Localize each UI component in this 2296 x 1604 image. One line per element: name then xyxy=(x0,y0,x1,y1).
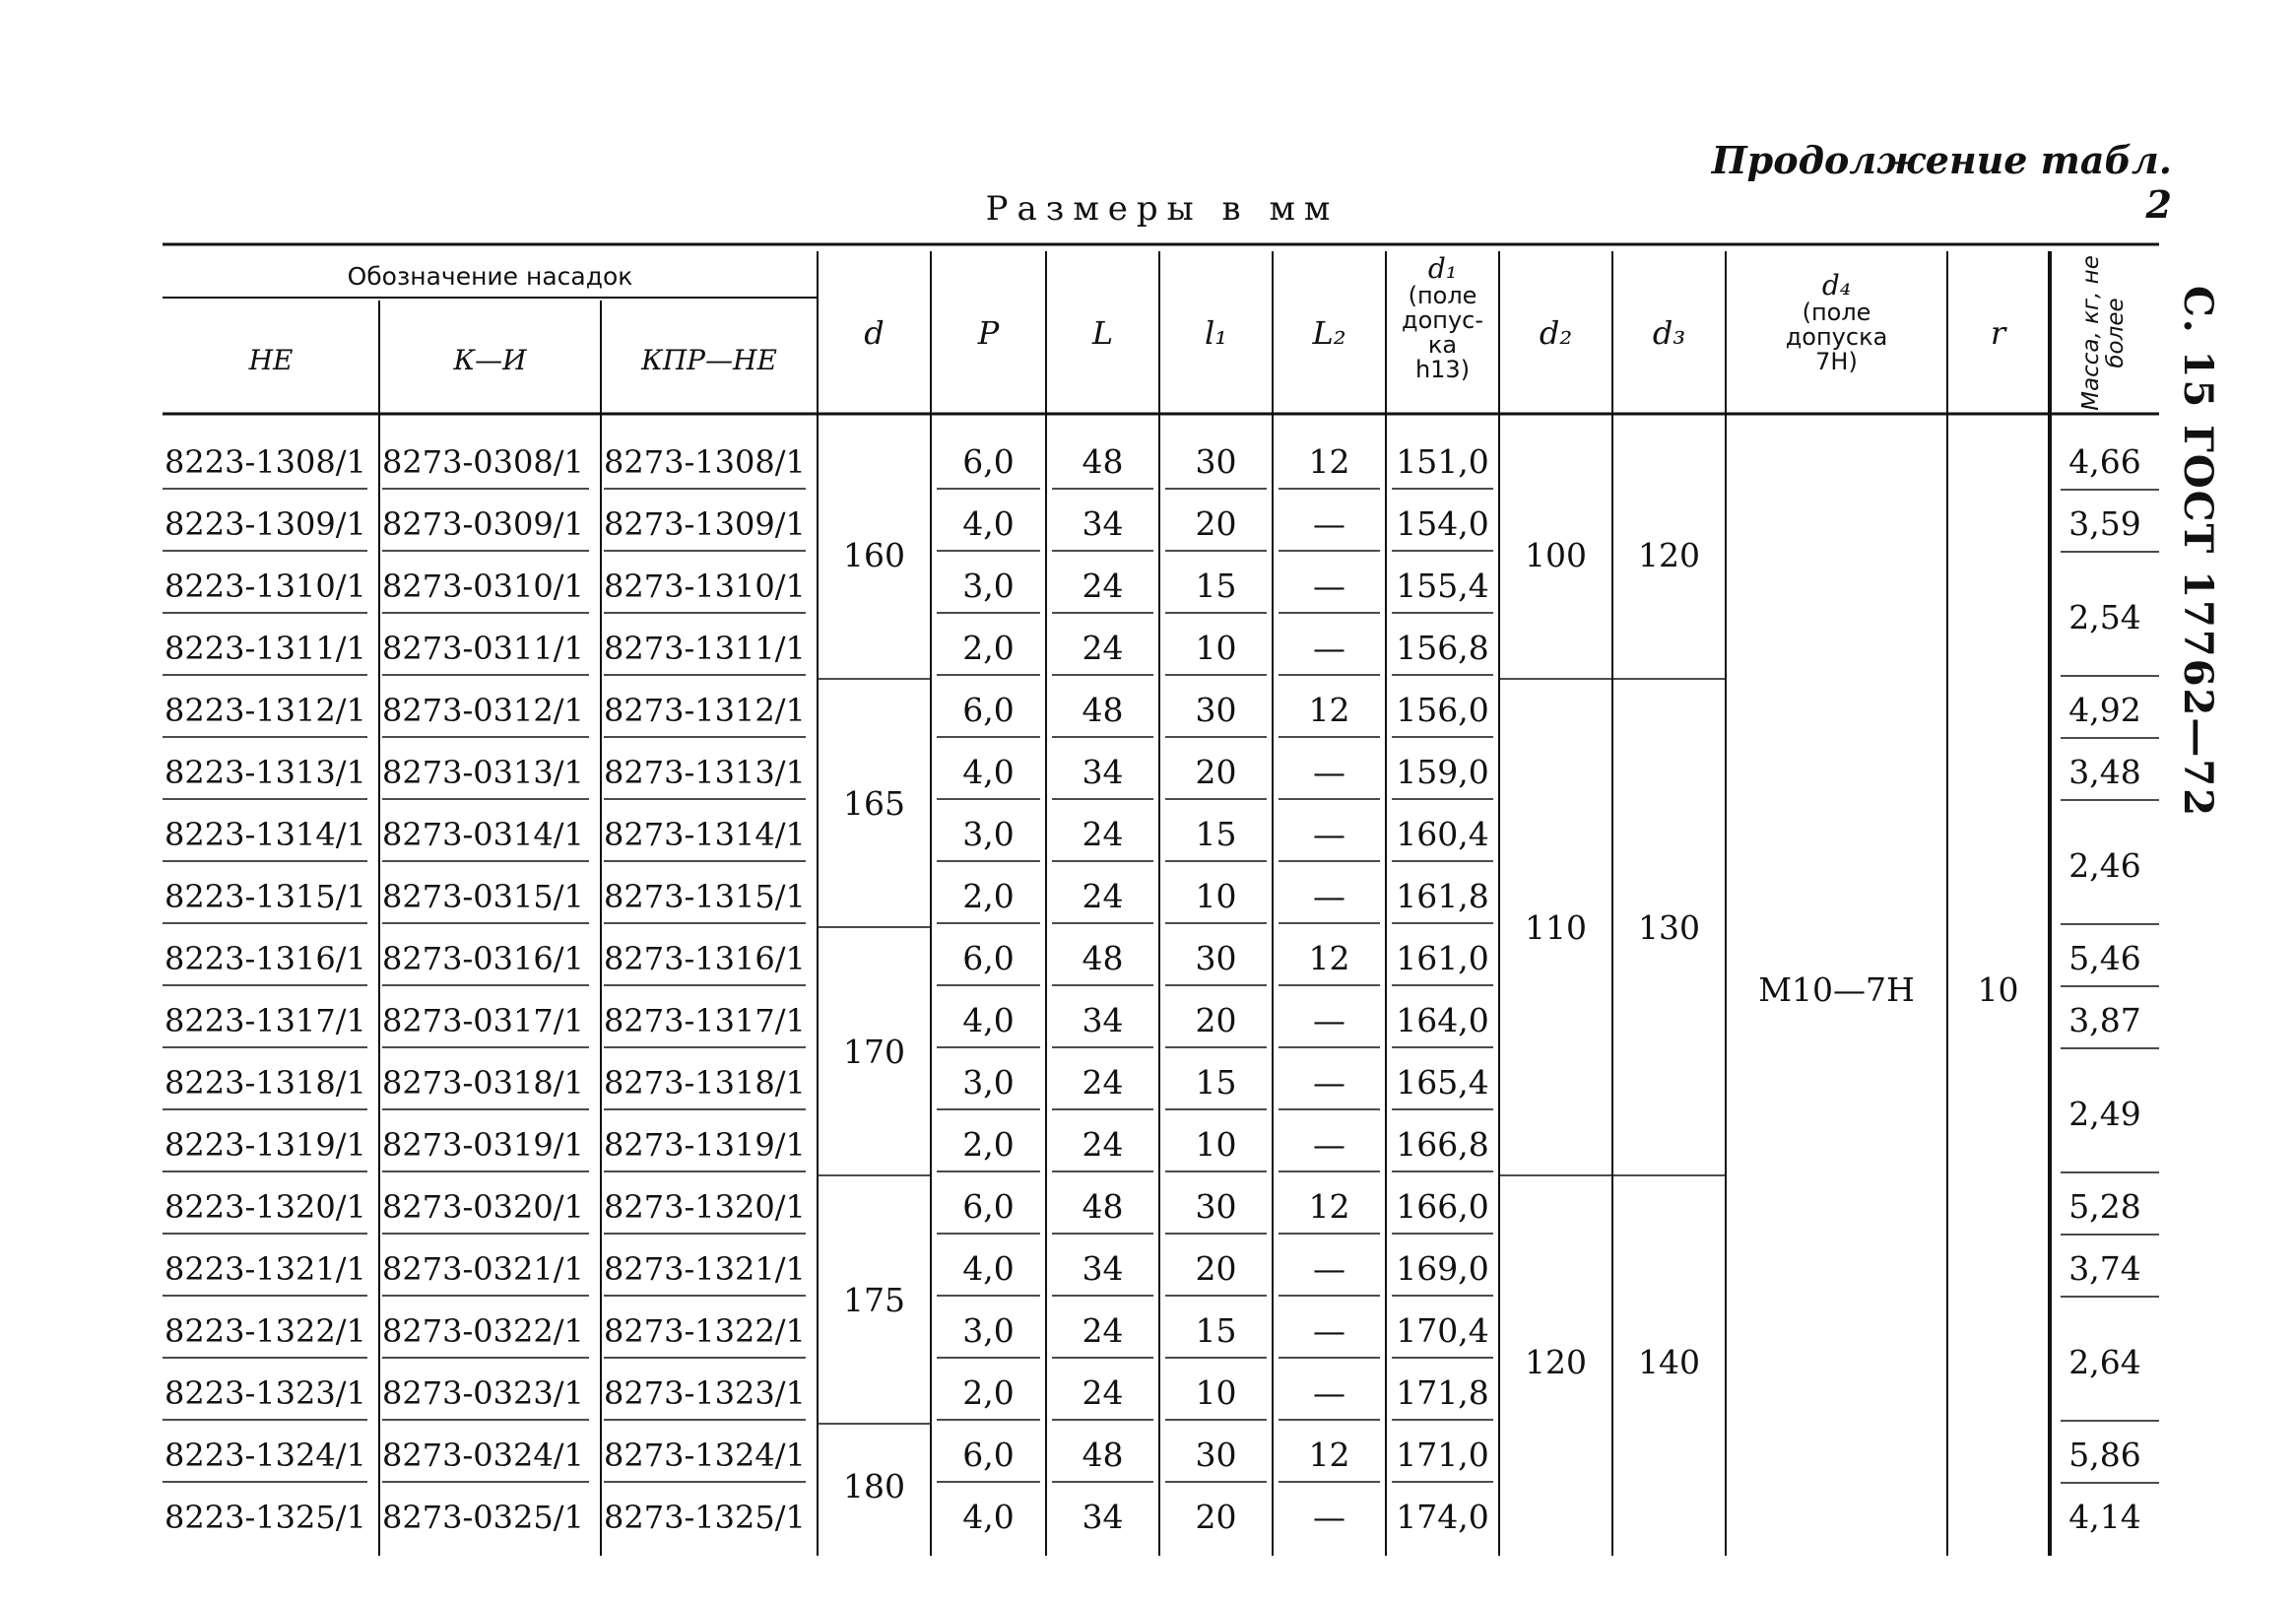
cell-p: 4,0 xyxy=(962,753,1015,791)
cell-kprne-code: 8273-1321/1 xyxy=(604,1249,806,1288)
header-d4-cell xyxy=(1726,271,1947,409)
header-d1-cell xyxy=(1386,254,1499,412)
cell-L2: 12 xyxy=(1308,1187,1350,1226)
cell-ne-code: 8223-1311/1 xyxy=(164,629,366,667)
cell-ki-code: 8273-0308/1 xyxy=(382,442,584,481)
cell-ne-code: 8223-1325/1 xyxy=(164,1498,366,1536)
cell-L: 24 xyxy=(1082,1311,1124,1350)
cell-kprne-code: 8273-1317/1 xyxy=(604,1001,806,1039)
cell-mass: 3,74 xyxy=(2068,1249,2141,1288)
cell-ne-code: 8223-1316/1 xyxy=(164,939,366,977)
cell-l1: 20 xyxy=(1195,1498,1237,1536)
cell-d1: 161,8 xyxy=(1396,877,1489,915)
cell-ki-code: 8273-0322/1 xyxy=(382,1311,584,1350)
cell-L: 24 xyxy=(1082,567,1124,605)
cell-L2: 12 xyxy=(1308,691,1350,729)
cell-ne-code: 8223-1308/1 xyxy=(164,442,366,481)
cell-d-group: 160 xyxy=(843,535,905,574)
cell-kprne-code: 8273-1320/1 xyxy=(604,1187,806,1226)
header-mass-cell xyxy=(2051,251,2159,414)
cell-l1: 15 xyxy=(1195,815,1237,853)
header-d: d xyxy=(864,313,885,352)
cell-ki-code: 8273-0325/1 xyxy=(382,1498,584,1536)
cell-p: 6,0 xyxy=(962,939,1015,977)
cell-L: 24 xyxy=(1082,1063,1124,1102)
cell-d3-group: 120 xyxy=(1638,535,1700,574)
cell-l1: 15 xyxy=(1195,567,1237,605)
continuation-label: Продолжение табл. 2 xyxy=(1711,138,2172,227)
cell-d1: 169,0 xyxy=(1396,1249,1489,1288)
cell-L2: — xyxy=(1313,629,1345,667)
cell-ki-code: 8273-0320/1 xyxy=(382,1187,584,1226)
cell-mass: 4,14 xyxy=(2068,1498,2141,1536)
cell-L: 24 xyxy=(1082,877,1124,915)
cell-ne-code: 8223-1318/1 xyxy=(164,1063,366,1102)
cell-kprne-code: 8273-1318/1 xyxy=(604,1063,806,1102)
cell-ne-code: 8223-1314/1 xyxy=(164,815,366,853)
cell-L: 24 xyxy=(1082,1125,1124,1164)
cell-kprne-code: 8273-1322/1 xyxy=(604,1311,806,1350)
cell-mass: 2,46 xyxy=(2068,845,2141,885)
cell-kprne-code: 8273-1314/1 xyxy=(604,815,806,853)
cell-p: 2,0 xyxy=(962,1373,1015,1412)
cell-d2-group: 110 xyxy=(1525,907,1587,947)
header-d1-note: (поле допус- ка h13) xyxy=(1401,282,1484,383)
cell-L: 34 xyxy=(1082,1249,1124,1288)
cell-ki-code: 8273-0316/1 xyxy=(382,939,584,977)
header-ki: К—И xyxy=(453,343,527,376)
header-d3: d₃ xyxy=(1652,313,1686,352)
cell-d1: 155,4 xyxy=(1396,567,1489,605)
cell-mass: 2,49 xyxy=(2068,1094,2141,1133)
cell-d1: 166,0 xyxy=(1396,1187,1489,1226)
cell-kprne-code: 8273-1319/1 xyxy=(604,1125,806,1164)
cell-mass: 4,92 xyxy=(2068,691,2141,729)
cell-ki-code: 8273-0311/1 xyxy=(382,629,584,667)
cell-L: 24 xyxy=(1082,1373,1124,1412)
cell-ne-code: 8223-1317/1 xyxy=(164,1001,366,1039)
cell-L2: 12 xyxy=(1308,442,1350,481)
cell-ne-code: 8223-1315/1 xyxy=(164,877,366,915)
cell-L: 48 xyxy=(1082,939,1124,977)
cell-L2: — xyxy=(1313,1373,1345,1412)
cell-d3-group: 130 xyxy=(1638,907,1700,947)
cell-L2: — xyxy=(1313,567,1345,605)
cell-p: 3,0 xyxy=(962,567,1015,605)
cell-l1: 30 xyxy=(1195,691,1237,729)
cell-L: 34 xyxy=(1082,1498,1124,1536)
table-caption: Размеры в мм xyxy=(985,189,1340,229)
cell-l1: 15 xyxy=(1195,1311,1237,1350)
cell-d3-group: 140 xyxy=(1638,1342,1700,1381)
cell-l1: 20 xyxy=(1195,504,1237,543)
cell-p: 3,0 xyxy=(962,1063,1015,1102)
cell-l1: 10 xyxy=(1195,1373,1237,1412)
cell-L2: 12 xyxy=(1308,1436,1350,1474)
cell-ki-code: 8273-0313/1 xyxy=(382,753,584,791)
cell-p: 3,0 xyxy=(962,815,1015,853)
cell-kprne-code: 8273-1315/1 xyxy=(604,877,806,915)
cell-r: 10 xyxy=(1977,969,2019,1009)
cell-p: 3,0 xyxy=(962,1311,1015,1350)
cell-L2: — xyxy=(1313,1311,1345,1350)
cell-l1: 10 xyxy=(1195,1125,1237,1164)
cell-ki-code: 8273-0323/1 xyxy=(382,1373,584,1412)
cell-d1: 171,8 xyxy=(1396,1373,1489,1412)
cell-L2: — xyxy=(1313,1001,1345,1039)
cell-p: 6,0 xyxy=(962,1187,1015,1226)
cell-ne-code: 8223-1319/1 xyxy=(164,1125,366,1164)
cell-L2: — xyxy=(1313,815,1345,853)
header-L2: L₂ xyxy=(1312,313,1346,352)
cell-d1: 166,8 xyxy=(1396,1125,1489,1164)
cell-L2: — xyxy=(1313,1063,1345,1102)
cell-kprne-code: 8273-1312/1 xyxy=(604,691,806,729)
cell-p: 6,0 xyxy=(962,691,1015,729)
header-group-designation: Обозначение насадок xyxy=(347,261,633,291)
cell-mass: 5,86 xyxy=(2068,1436,2141,1474)
cell-d4: M10—7H xyxy=(1758,969,1915,1009)
cell-ne-code: 8223-1322/1 xyxy=(164,1311,366,1350)
cell-L: 48 xyxy=(1082,442,1124,481)
header-kprne: КПР—НЕ xyxy=(641,343,777,376)
header-d1: d₁ xyxy=(1427,252,1458,285)
cell-p: 2,0 xyxy=(962,877,1015,915)
cell-ne-code: 8223-1321/1 xyxy=(164,1249,366,1288)
cell-kprne-code: 8273-1324/1 xyxy=(604,1436,806,1474)
cell-L: 34 xyxy=(1082,1001,1124,1039)
cell-ki-code: 8273-0324/1 xyxy=(382,1436,584,1474)
cell-l1: 10 xyxy=(1195,877,1237,915)
page-side-label: С. 15 ГОСТ 17762—72 xyxy=(2175,285,2221,819)
cell-l1: 20 xyxy=(1195,753,1237,791)
cell-L: 34 xyxy=(1082,504,1124,543)
cell-ki-code: 8273-0310/1 xyxy=(382,567,584,605)
cell-l1: 30 xyxy=(1195,1436,1237,1474)
cell-l1: 15 xyxy=(1195,1063,1237,1102)
header-d2: d₂ xyxy=(1539,313,1573,352)
cell-d1: 174,0 xyxy=(1396,1498,1489,1536)
cell-L: 24 xyxy=(1082,815,1124,853)
cell-ki-code: 8273-0309/1 xyxy=(382,504,584,543)
cell-L: 48 xyxy=(1082,1436,1124,1474)
cell-l1: 20 xyxy=(1195,1001,1237,1039)
cell-d1: 154,0 xyxy=(1396,504,1489,543)
cell-ne-code: 8223-1320/1 xyxy=(164,1187,366,1226)
cell-d1: 171,0 xyxy=(1396,1436,1489,1474)
cell-p: 6,0 xyxy=(962,442,1015,481)
cell-L2: 12 xyxy=(1308,939,1350,977)
cell-L2: — xyxy=(1313,1249,1345,1288)
cell-l1: 30 xyxy=(1195,1187,1237,1226)
cell-p: 4,0 xyxy=(962,1249,1015,1288)
header-r: r xyxy=(1990,313,2006,352)
cell-kprne-code: 8273-1313/1 xyxy=(604,753,806,791)
header-mass: Масса, кг, не более xyxy=(2078,255,2129,411)
cell-d-group: 180 xyxy=(843,1466,905,1505)
cell-ki-code: 8273-0321/1 xyxy=(382,1249,584,1288)
cell-mass: 3,87 xyxy=(2068,1001,2141,1039)
cell-d1: 151,0 xyxy=(1396,442,1489,481)
cell-mass: 2,54 xyxy=(2068,597,2141,636)
cell-d1: 161,0 xyxy=(1396,939,1489,977)
cell-p: 4,0 xyxy=(962,1001,1015,1039)
cell-kprne-code: 8273-1323/1 xyxy=(604,1373,806,1412)
cell-ne-code: 8223-1323/1 xyxy=(164,1373,366,1412)
cell-d-group: 175 xyxy=(843,1280,905,1319)
cell-d1: 156,0 xyxy=(1396,691,1489,729)
cell-mass: 5,28 xyxy=(2068,1187,2141,1226)
cell-p: 2,0 xyxy=(962,629,1015,667)
cell-kprne-code: 8273-1309/1 xyxy=(604,504,806,543)
cell-L2: — xyxy=(1313,1125,1345,1164)
cell-l1: 30 xyxy=(1195,939,1237,977)
header-L: L xyxy=(1091,313,1114,352)
cell-d1: 165,4 xyxy=(1396,1063,1489,1102)
cell-d1: 156,8 xyxy=(1396,629,1489,667)
cell-ki-code: 8273-0317/1 xyxy=(382,1001,584,1039)
cell-mass: 3,59 xyxy=(2068,504,2141,543)
cell-d2-group: 120 xyxy=(1525,1342,1587,1381)
cell-mass: 3,48 xyxy=(2068,753,2141,791)
cell-d-group: 170 xyxy=(843,1032,905,1071)
cell-L2: — xyxy=(1313,504,1345,543)
cell-ne-code: 8223-1312/1 xyxy=(164,691,366,729)
header-ne: НЕ xyxy=(248,343,294,376)
cell-kprne-code: 8273-1308/1 xyxy=(604,442,806,481)
cell-l1: 30 xyxy=(1195,442,1237,481)
cell-ki-code: 8273-0319/1 xyxy=(382,1125,584,1164)
cell-mass: 4,66 xyxy=(2068,442,2141,481)
cell-ki-code: 8273-0314/1 xyxy=(382,815,584,853)
cell-L: 48 xyxy=(1082,691,1124,729)
cell-kprne-code: 8273-1311/1 xyxy=(604,629,806,667)
cell-d1: 159,0 xyxy=(1396,753,1489,791)
cell-ne-code: 8223-1310/1 xyxy=(164,567,366,605)
cell-mass: 5,46 xyxy=(2068,939,2141,977)
cell-kprne-code: 8273-1316/1 xyxy=(604,939,806,977)
cell-d1: 170,4 xyxy=(1396,1311,1489,1350)
cell-L2: — xyxy=(1313,753,1345,791)
cell-d1: 160,4 xyxy=(1396,815,1489,853)
header-d4: d₄ xyxy=(1821,269,1852,301)
cell-d-group: 165 xyxy=(843,783,905,823)
cell-l1: 10 xyxy=(1195,629,1237,667)
cell-p: 4,0 xyxy=(962,504,1015,543)
cell-l1: 20 xyxy=(1195,1249,1237,1288)
cell-L: 24 xyxy=(1082,629,1124,667)
cell-p: 4,0 xyxy=(962,1498,1015,1536)
cell-p: 2,0 xyxy=(962,1125,1015,1164)
cell-L2: — xyxy=(1313,1498,1345,1536)
cell-ki-code: 8273-0318/1 xyxy=(382,1063,584,1102)
cell-p: 6,0 xyxy=(962,1436,1015,1474)
header-p: P xyxy=(977,313,1000,352)
cell-ne-code: 8223-1324/1 xyxy=(164,1436,366,1474)
cell-kprne-code: 8273-1325/1 xyxy=(604,1498,806,1536)
cell-kprne-code: 8273-1310/1 xyxy=(604,567,806,605)
header-l1: l₁ xyxy=(1204,313,1228,352)
cell-ki-code: 8273-0315/1 xyxy=(382,877,584,915)
cell-ne-code: 8223-1313/1 xyxy=(164,753,366,791)
cell-L: 48 xyxy=(1082,1187,1124,1226)
cell-L: 34 xyxy=(1082,753,1124,791)
cell-L2: — xyxy=(1313,877,1345,915)
cell-d2-group: 100 xyxy=(1525,535,1587,574)
header-d4-note: (поле допуска 7H) xyxy=(1785,299,1888,375)
cell-d1: 164,0 xyxy=(1396,1001,1489,1039)
cell-ne-code: 8223-1309/1 xyxy=(164,504,366,543)
cell-mass: 2,64 xyxy=(2068,1342,2141,1381)
cell-ki-code: 8273-0312/1 xyxy=(382,691,584,729)
